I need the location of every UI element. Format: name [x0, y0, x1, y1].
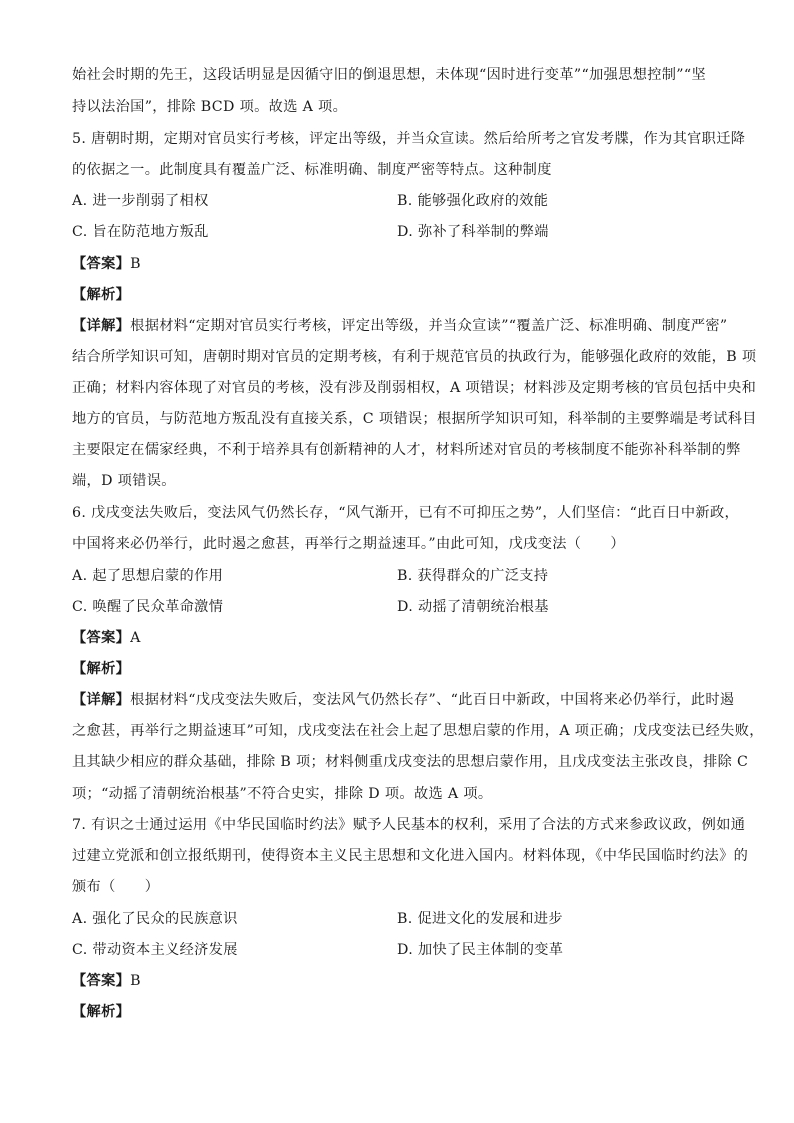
q4-tail-line-1: 始社会时期的先王，这段话明显是因循守旧的倒退思想，未体现“因时进行变革”“加强思想控制”“坚 — [72, 67, 707, 83]
answer-value: B — [130, 973, 141, 989]
q6-detail-line-4: 项；“动摇了清朝统治根基”不符合史实，排除 D 项。故选 A 项。 — [72, 786, 493, 802]
q7-stem-line-1: 7. 有识之士通过运用《中华民国临时约法》赋予人民基本的权利，采用了合法的方式来参政议政，例如通 — [72, 817, 746, 833]
q5-option-c: C. 旨在防范地方叛乱 — [72, 224, 209, 240]
q7-option-a: A. 强化了民众的民族意识 — [72, 911, 238, 927]
q5-analysis-tag: 【解析】 — [72, 287, 131, 303]
answer-value: B — [130, 256, 141, 272]
q6-analysis-tag: 【解析】 — [72, 661, 131, 677]
q5-option-d: D. 弥补了科举制的弊端 — [397, 224, 549, 240]
q6-detail-line-3: 且其缺少相应的群众基础，排除 B 项；材料侧重戊戌变法的思想启蒙作用，且戊戌变法主张改良，排除 C — [72, 754, 749, 770]
q6-answer — [72, 628, 732, 648]
q6-detail-line-1 — [72, 690, 735, 710]
q5-answer — [72, 254, 732, 274]
answer-tag: 【答案】 — [72, 256, 131, 272]
q7-option-d: D. 加快了民主体制的变革 — [397, 942, 564, 958]
q6-option-c: C. 唤醒了民众革命激情 — [72, 599, 224, 615]
q5-stem-line-1: 5. 唐朝时期，定期对官员实行考核，评定出等级，并当众宣读。然后给所考之官发考牒，作为其官职迁降 — [72, 131, 746, 147]
q5-option-a: A. 进一步削弱了相权 — [72, 193, 209, 209]
q7-analysis-tag: 【解析】 — [72, 1004, 131, 1020]
q5-option-b: B. 能够强化政府的效能 — [397, 193, 549, 209]
q5-stem-line-2: 的依据之一。此制度具有覆盖广泛、标准明确、制度严密等特点。这种制度 — [72, 162, 552, 178]
q7-option-c: C. 带动资本主义经济发展 — [72, 942, 238, 958]
q5-detail-line-1 — [72, 316, 732, 336]
q5-detail-line-4: 地方的官员，与防范地方叛乱没有直接关系，C 项错误；根据所学知识可知，科举制的主要弊端是考试科目 — [72, 411, 757, 427]
q5-detail-line-6: 端，D 项错误。 — [72, 473, 176, 489]
detail-tag: 【详解】 — [72, 692, 131, 708]
answer-value: A — [130, 630, 141, 646]
q5-detail-line-2: 结合所学知识可知，唐朝时期对官员的定期考核，有利于规范官员的执政行为，能够强化政府的效能，B 项 — [72, 349, 757, 365]
q6-option-a: A. 起了思想启蒙的作用 — [72, 568, 224, 584]
q7-answer — [72, 971, 732, 991]
q6-option-d: D. 动摇了清朝统治根基 — [397, 599, 549, 615]
q6-detail-line-2: 之愈甚，再举行之期益速耳”可知，戊戌变法在社会上起了思想启蒙的作用，A 项正确；戊戌变法已经失败， — [72, 723, 764, 739]
q5-detail-line-3: 正确；材料内容体现了对官员的考核，没有涉及削弱相权，A 项错误；材料涉及定期考核的官员包括中央和 — [72, 380, 757, 396]
answer-tag: 【答案】 — [72, 630, 131, 646]
q7-option-b: B. 促进文化的发展和进步 — [397, 911, 563, 927]
q5-detail-line-5: 主要限定在儒家经典，不利于培养具有创新精神的人才，材料所述对官员的考核制度不能弥补科举制的弊 — [72, 442, 741, 458]
q6-stem-line-1: 6. 戊戌变法失败后，变法风气仍然长存，“风气渐开，已有不可抑压之势”，人们坚信：“此百日中新政， — [72, 505, 740, 521]
q7-stem-line-2: 过建立党派和创立报纸期刊，使得资本主义民主思想和文化进入国内。材料体现，《中华民国临时约法》的 — [72, 848, 749, 864]
q6-stem-line-2: 中国将来必仍举行，此时遏之愈甚，再举行之期益速耳。”由此可知，戊戌变法（ ） — [72, 536, 625, 552]
q4-tail-line-2: 持以法治国”，排除 BCD 项。故选 A 项。 — [72, 99, 348, 115]
answer-tag: 【答案】 — [72, 973, 131, 989]
q6-option-b: B. 获得群众的广泛支持 — [397, 568, 549, 584]
detail-text: 根据材料“戊戌变法失败后，变法风气仍然长存”、“此百日中新政，中国将来必仍举行，此时遏 — [130, 692, 735, 708]
detail-tag: 【详解】 — [72, 318, 131, 334]
q7-stem-line-3: 颁布（ ） — [72, 879, 160, 895]
detail-text: 根据材料“定期对官员实行考核，评定出等级，并当众宣读”“覆盖广泛、标准明确、制度严密” — [130, 318, 728, 334]
